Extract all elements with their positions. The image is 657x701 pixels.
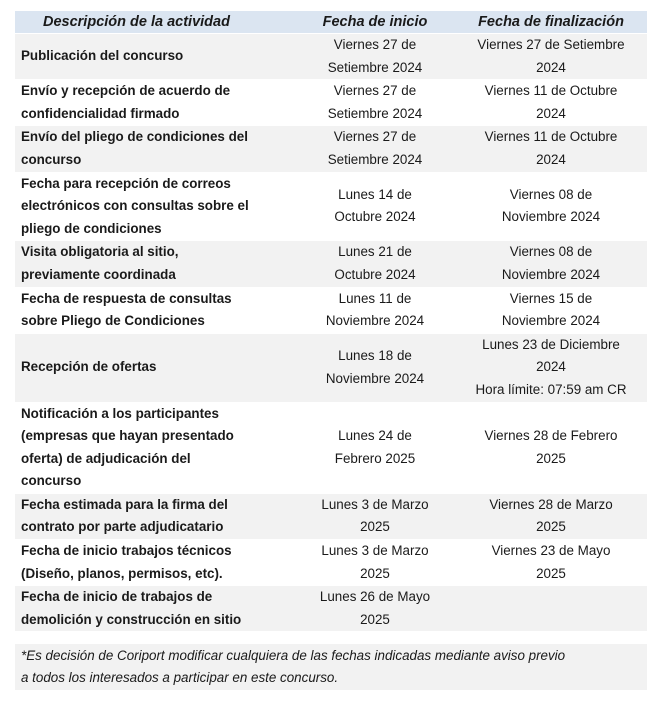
end-date-cell xyxy=(455,493,647,539)
cell-line: Fecha de respuesta de consultas xyxy=(21,290,232,306)
cell-line: Viernes 08 de xyxy=(509,186,593,202)
activity-cell xyxy=(15,287,295,333)
activity-cell xyxy=(15,126,295,172)
cell-line: 2025 xyxy=(360,611,390,627)
cell-line: Lunes 24 de xyxy=(338,428,412,444)
cell-line: 2024 xyxy=(536,151,566,167)
header-activity: Descripción de la actividad xyxy=(15,11,295,34)
end-date-cell xyxy=(455,126,647,172)
cell-line: Octubre 2024 xyxy=(334,266,416,282)
header-end-date: Fecha de finalización xyxy=(455,11,647,34)
cell-line: Setiembre 2024 xyxy=(327,151,423,167)
end-date-cell xyxy=(455,402,647,493)
cell-line: Notificación a los participantes xyxy=(21,405,219,421)
cell-line: Recepción de ofertas xyxy=(21,359,157,375)
end-date-cell xyxy=(455,241,647,287)
activity-cell xyxy=(15,34,295,80)
cell-line: Lunes 3 de Marzo xyxy=(321,496,429,512)
start-date-cell xyxy=(295,586,455,632)
cell-line: Fecha para recepción de correos xyxy=(21,175,231,191)
cell-line: (empresas que hayan presentado xyxy=(21,428,234,444)
cell-line: Lunes 11 de xyxy=(338,290,412,306)
footnote xyxy=(15,644,647,690)
activity-cell xyxy=(15,493,295,539)
table-row xyxy=(15,402,647,493)
table-row xyxy=(15,287,647,333)
cell-line: Noviembre 2024 xyxy=(325,313,425,329)
schedule-table-wrapper xyxy=(15,11,647,631)
cell-line: sobre Pliego de Condiciones xyxy=(21,313,205,329)
activity-cell xyxy=(15,241,295,287)
cell-line: 2025 xyxy=(360,565,390,581)
table-row xyxy=(15,493,647,539)
cell-line: previamente coordinada xyxy=(21,266,176,282)
activity-cell xyxy=(15,586,295,632)
start-date-cell xyxy=(295,80,455,126)
cell-line: confidencialidad firmado xyxy=(21,105,180,121)
start-date-cell xyxy=(295,34,455,80)
cell-line: Lunes 23 de Diciembre xyxy=(482,336,620,352)
cell-line: oferta) de adjudicación del xyxy=(21,450,191,466)
start-date-cell xyxy=(295,333,455,402)
cell-line: Viernes 11 de Octubre xyxy=(484,129,618,145)
cell-line: Fecha estimada para la firma del xyxy=(21,496,228,512)
activity-cell xyxy=(15,80,295,126)
table-row xyxy=(15,172,647,241)
cell-line: (Diseño, planos, permisos, etc). xyxy=(21,565,223,581)
start-date-cell xyxy=(295,402,455,493)
start-date-cell xyxy=(295,540,455,586)
cell-line: Fecha de inicio de trabajos de xyxy=(21,589,213,605)
table-body xyxy=(15,34,647,632)
activity-cell xyxy=(15,540,295,586)
cell-line: concurso xyxy=(21,473,82,489)
cell-line: concurso xyxy=(21,151,82,167)
cell-line: Noviembre 2024 xyxy=(501,266,601,282)
cell-line: Viernes 11 de Octubre xyxy=(484,83,618,99)
end-date-cell xyxy=(455,540,647,586)
cell-line: 2025 xyxy=(536,450,566,466)
table-row xyxy=(15,80,647,126)
cell-line: Hora límite: 07:59 am CR xyxy=(475,381,627,397)
end-date-cell xyxy=(455,34,647,80)
cell-line: demolición y construcción en sitio xyxy=(21,611,242,627)
end-date-cell xyxy=(455,586,647,632)
cell-line: 2024 xyxy=(536,359,566,375)
schedule-table xyxy=(15,11,647,631)
end-date-cell xyxy=(455,80,647,126)
cell-line: Viernes 27 de xyxy=(333,129,417,145)
cell-line: 2025 xyxy=(360,519,390,535)
cell-line: electrónicos con consultas sobre el xyxy=(21,198,249,214)
cell-line: Lunes 21 de xyxy=(338,244,412,260)
cell-line: Setiembre 2024 xyxy=(327,105,423,121)
cell-line: Noviembre 2024 xyxy=(501,313,601,329)
cell-line: Fecha de inicio trabajos técnicos xyxy=(21,543,232,559)
cell-line: Noviembre 2024 xyxy=(325,370,425,386)
cell-line: 2024 xyxy=(536,59,566,75)
cell-line: Setiembre 2024 xyxy=(327,59,423,75)
cell-line: Octubre 2024 xyxy=(334,209,416,225)
cell-line: 2025 xyxy=(536,565,566,581)
table-row xyxy=(15,333,647,402)
start-date-cell xyxy=(295,172,455,241)
activity-cell xyxy=(15,402,295,493)
cell-line: Lunes 3 de Marzo xyxy=(321,543,429,559)
footnote-line: a todos los interesados a participar en este concurso. xyxy=(21,670,339,685)
table-row xyxy=(15,126,647,172)
cell-line: Publicación del concurso xyxy=(21,48,184,64)
cell-line: 2024 xyxy=(536,105,566,121)
cell-line: Visita obligatoria al sitio, xyxy=(21,244,179,260)
end-date-cell xyxy=(455,287,647,333)
cell-line: Viernes 27 de xyxy=(333,83,417,99)
cell-line: Viernes 28 de Marzo xyxy=(489,496,613,512)
cell-line: Viernes 08 de xyxy=(509,244,593,260)
cell-line: Noviembre 2024 xyxy=(501,209,601,225)
end-date-cell xyxy=(455,333,647,402)
cell-line: Viernes 28 de Febrero xyxy=(484,428,618,444)
cell-line: Viernes 27 de xyxy=(333,37,417,52)
start-date-cell xyxy=(295,241,455,287)
cell-line: Viernes 15 de xyxy=(509,290,593,306)
table-row xyxy=(15,241,647,287)
cell-line: contrato por parte adjudicatario xyxy=(21,519,224,535)
cell-line: Viernes 27 de Setiembre xyxy=(477,37,625,52)
table-row xyxy=(15,540,647,586)
cell-line: Envío y recepción de acuerdo de xyxy=(21,83,231,99)
cell-line: 2025 xyxy=(536,519,566,535)
cell-line: Lunes 18 de xyxy=(338,348,412,364)
table-row xyxy=(15,586,647,632)
start-date-cell xyxy=(295,287,455,333)
cell-line: Lunes 26 de Mayo xyxy=(319,589,431,605)
cell-line: pliego de condiciones xyxy=(21,220,162,236)
cell-line: Envío del pliego de condiciones del xyxy=(21,129,248,145)
activity-cell xyxy=(15,333,295,402)
header-start-date: Fecha de inicio xyxy=(295,11,455,34)
table-row xyxy=(15,34,647,80)
cell-line: Viernes 23 de Mayo xyxy=(491,543,611,559)
cell-line: Febrero 2025 xyxy=(334,450,416,466)
footnote-line: *Es decisión de Coriport modificar cualquiera de las fechas indicadas mediante aviso previo xyxy=(21,648,566,663)
cell-line: Lunes 14 de xyxy=(338,186,412,202)
table-header-row xyxy=(15,11,647,34)
end-date-cell xyxy=(455,172,647,241)
activity-cell xyxy=(15,172,295,241)
start-date-cell xyxy=(295,126,455,172)
start-date-cell xyxy=(295,493,455,539)
